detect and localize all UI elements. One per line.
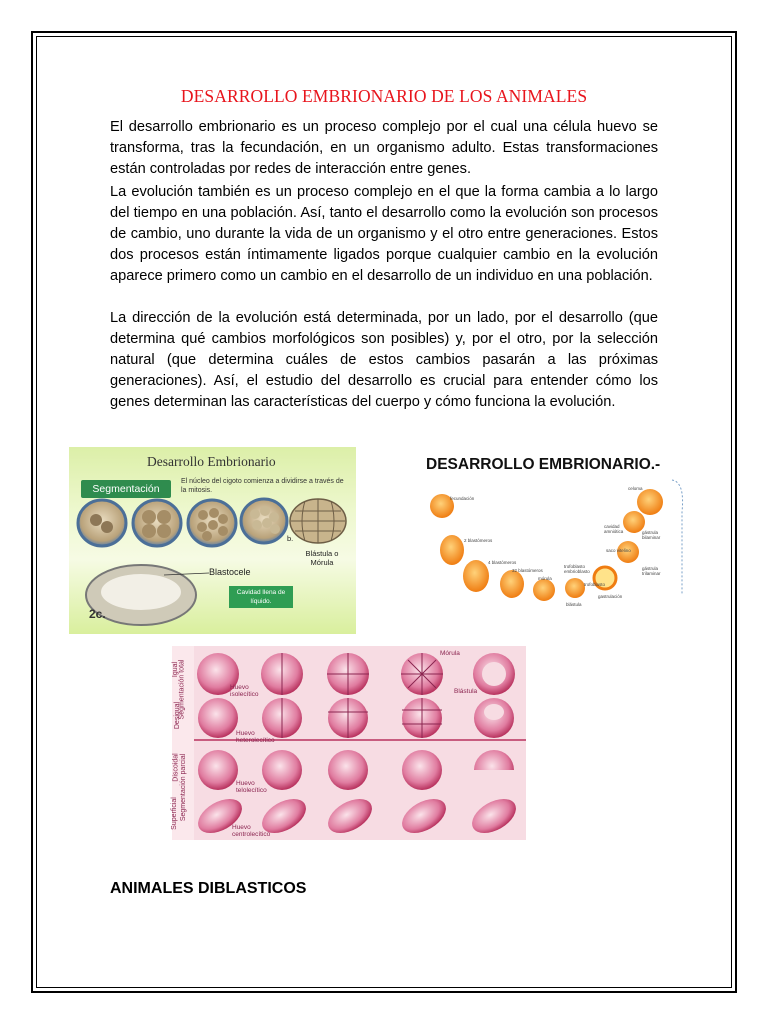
cleavage-cells [78, 499, 346, 546]
stage-label: mórula [538, 576, 552, 581]
label-blastula: Blástula o Mórula [305, 549, 339, 567]
stage-label: cavidad amniótica [604, 524, 624, 534]
paragraph-3: La dirección de la evolución está determinada, por un lado, por el desarrollo (que determina qué cambios morfológicos son posibles) y, por el otro, por la selección natural (que determina cuáles de estos cambios pasarán a las próximas generaciones). Así, el estudio del desarrollo es crucial para entender cómo los genes determinan las características del cuerpo y cómo funciona la evolución. [110, 310, 658, 410]
egg-label: Huevo centrolecítico [232, 824, 271, 838]
egg-label: Huevo isolecítico [230, 684, 259, 698]
figure-segmentation-image [69, 447, 356, 634]
egg-label: Huevo telolecítico [236, 780, 267, 794]
stage-label: gastrulación [598, 594, 623, 599]
row-label-equal: Igual [172, 661, 180, 678]
label-blastocele: Blastocele [209, 567, 251, 577]
egg-label: Huevo heterolecítico [236, 730, 275, 744]
row-label-unequal: Desigual [174, 701, 182, 730]
figure1-heading: Desarrollo Embrionario [147, 454, 276, 469]
section-heading: ANIMALES DIBLASTICOS [110, 880, 307, 897]
stage-label: trofoblasto embrioblasto [564, 564, 590, 574]
stage-label: gástrula bilaminar [642, 530, 661, 540]
figure2-heading: DESARROLLO EMBRIONARIO.- [426, 456, 661, 473]
label-cavity: Cavidad llena de líquido. [229, 586, 293, 608]
figure-cleavage-types-image [172, 646, 526, 840]
label-morula: Mórula [440, 650, 460, 657]
stage-label: fecundación [450, 496, 475, 501]
group-label-total: Segmentación total [178, 659, 186, 720]
label-blastula: Blástula [454, 688, 478, 695]
paragraph-1: El desarrollo embrionario es un proceso complejo por el cual una célula huevo se transforma, tras la fecundación, en un organismo adulto. Estas transformaciones están controladas por redes de interacción entre genes. [110, 119, 658, 177]
group-label-partial: Segmentación parcial [180, 753, 188, 822]
stage-label: gástrula trilaminar [642, 566, 661, 576]
embryo-stages-illustration [420, 472, 688, 610]
segmentation-illustration [69, 447, 356, 634]
stage-label: celoma [628, 486, 643, 491]
stage-label: 2 blastómeros [464, 538, 493, 543]
row-label-discoidal: Discoidal [172, 753, 180, 782]
stage-label: saco vitelino [606, 548, 631, 553]
segmentation-note: El núcleo del cigoto comienza a dividirse a través de la mitosis. [181, 478, 344, 494]
label-b: b. [287, 534, 294, 543]
stage-label: 4 blastómeros [488, 560, 517, 565]
label-2c: 2c. [89, 607, 106, 621]
stage-label: blástula [566, 602, 582, 607]
document-title: DESARROLLO EMBRIONARIO DE LOS ANIMALES [180, 86, 588, 106]
stage-label: trofoblasto [584, 582, 606, 587]
paragraph-2: La evolución también es un proceso complejo en el que la forma cambia a lo largo del tiempo en una población. Así, tanto el desarrollo como la evolución son procesos de cambio, uno durante la vida de un organismo y el otro entre generaciones. Estos dos procesos están íntimamente ligados porque cualquier cambio en la evolución aparece primero como un cambio en el desarrollo de un individuo en una población. [110, 184, 658, 284]
cleavage-types-illustration [172, 646, 526, 840]
segmentation-label: Segmentación [81, 480, 171, 498]
row-label-superficial: Superficial [170, 797, 178, 830]
figure-embryo-development-image [420, 472, 688, 610]
stage-label: 32 blastómeros [512, 568, 543, 573]
